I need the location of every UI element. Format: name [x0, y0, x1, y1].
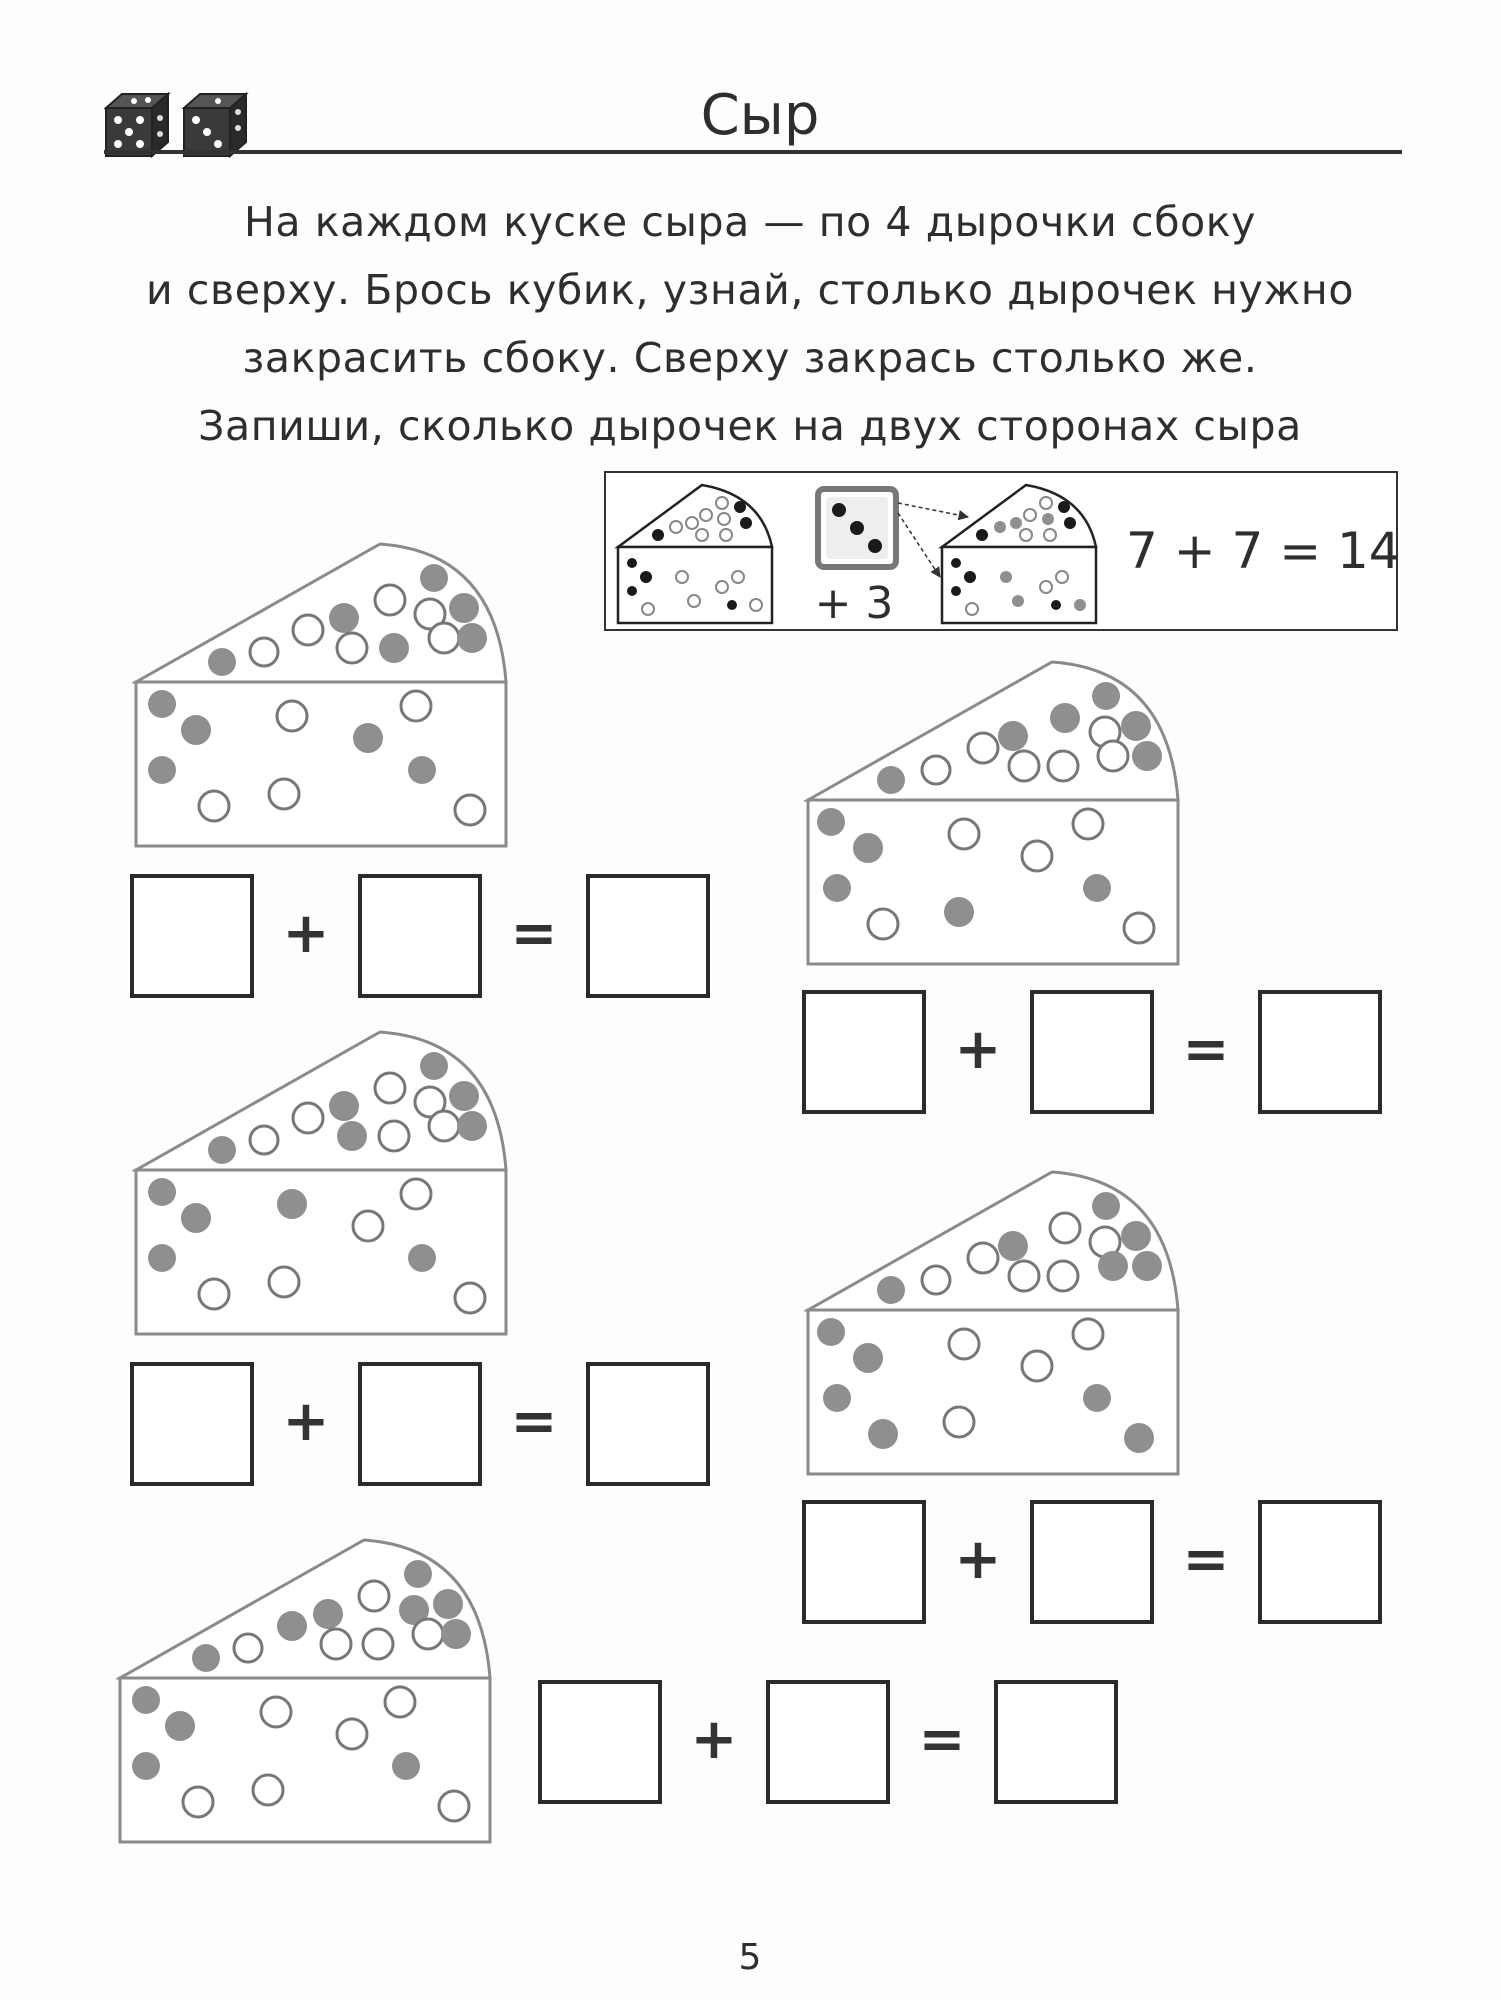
- instruction-line: закрасить сбоку. Сверху закрась столько же.: [242, 334, 1258, 382]
- equals-sign: =: [510, 1389, 558, 1454]
- cheese-hole-empty: [321, 1629, 351, 1659]
- cheese-hole-empty: [269, 779, 299, 809]
- cheese-hole-filled: [1132, 1251, 1162, 1281]
- plus-sign: +: [282, 1389, 330, 1454]
- example-equation: 7 + 7 = 14: [1126, 522, 1401, 580]
- cheese-hole-filled: [1092, 682, 1120, 710]
- cheese-hole-empty: [868, 909, 898, 939]
- title-divider: [104, 150, 1402, 154]
- cheese-hole-empty: [379, 1121, 409, 1151]
- cheese-hole-filled: [853, 1343, 883, 1373]
- cheese-hole-filled: [877, 1276, 905, 1304]
- example-box: [604, 471, 1401, 631]
- cheese-hole-filled: [823, 874, 851, 902]
- answer-box-top-4[interactable]: [1030, 1500, 1154, 1624]
- cheese-hole-empty: [1073, 809, 1103, 839]
- cheese-hole-filled: [1083, 874, 1111, 902]
- cheese-hole-filled: [1050, 703, 1080, 733]
- cheese-hole-empty: [968, 1243, 998, 1273]
- cheese-hole-empty: [353, 1211, 383, 1241]
- cheese-hole-empty: [1009, 751, 1039, 781]
- answer-box-top-1[interactable]: [358, 874, 482, 998]
- cheese-hole-empty: [429, 623, 459, 653]
- cheese-hole-empty: [293, 1103, 323, 1133]
- answer-box-top-5[interactable]: [766, 1680, 890, 1804]
- cheese-hole-empty: [949, 819, 979, 849]
- cheese-hole-empty: [401, 691, 431, 721]
- cheese-hole-filled: [1124, 1423, 1154, 1453]
- cheese-hole-filled: [449, 593, 479, 623]
- cheese-hole-empty: [234, 1634, 262, 1662]
- equals-sign: =: [918, 1707, 966, 1772]
- cheese-hole-empty: [1050, 1213, 1080, 1243]
- cheese-hole-empty: [455, 795, 485, 825]
- cheese-hole-filled: [337, 1121, 367, 1151]
- answer-box-top-3[interactable]: [358, 1362, 482, 1486]
- cheese-hole-filled: [329, 1091, 359, 1121]
- cheese-5-drawing: [116, 1534, 494, 1846]
- instruction-line: На каждом куске сыра — по 4 дырочки сбоку: [243, 198, 1256, 246]
- cheese-hole-filled: [1098, 1251, 1128, 1281]
- answer-box-side-4[interactable]: [802, 1500, 926, 1624]
- cheese-hole-empty: [375, 1073, 405, 1103]
- answer-box-side-1[interactable]: [130, 874, 254, 998]
- cheese-hole-empty: [183, 1787, 213, 1817]
- instruction-line: и сверху. Брось кубик, узнай, столько дырочек нужно: [145, 266, 1355, 314]
- cheese-hole-filled: [433, 1589, 463, 1619]
- page-title: Сыр: [700, 83, 820, 148]
- cheese-hole-filled: [277, 1189, 307, 1219]
- cheese-hole-empty: [1048, 751, 1078, 781]
- cheese-hole-empty: [949, 1329, 979, 1359]
- cheese-2-drawing: [804, 656, 1182, 968]
- answer-box-total-3[interactable]: [586, 1362, 710, 1486]
- cheese-hole-filled: [1092, 1192, 1120, 1220]
- cheese-hole-empty: [337, 1719, 367, 1749]
- cheese-hole-empty: [199, 1279, 229, 1309]
- cheese-hole-empty: [401, 1179, 431, 1209]
- cheese-hole-filled: [408, 756, 436, 784]
- answer-box-top-2[interactable]: [1030, 990, 1154, 1114]
- dice-icon: [104, 88, 254, 158]
- cheese-hole-filled: [148, 690, 176, 718]
- cheese-hole-filled: [1121, 711, 1151, 741]
- cheese-hole-empty: [253, 1775, 283, 1805]
- instruction-line: Запиши, сколько дырочек на двух сторонах сыра: [198, 402, 1302, 450]
- cheese-hole-filled: [392, 1752, 420, 1780]
- answer-box-total-5[interactable]: [994, 1680, 1118, 1804]
- cheese-4-drawing: [804, 1166, 1182, 1478]
- cheese-side-face: [120, 1678, 490, 1842]
- cheese-hole-filled: [457, 1111, 487, 1141]
- instructions: [70, 188, 1430, 460]
- cheese-hole-empty: [1124, 913, 1154, 943]
- cheese-hole-empty: [359, 1581, 389, 1611]
- cheese-hole-filled: [277, 1611, 307, 1641]
- cheese-hole-empty: [922, 1266, 950, 1294]
- cheese-hole-empty: [429, 1111, 459, 1141]
- cheese-hole-empty: [363, 1629, 393, 1659]
- cheese-hole-empty: [269, 1267, 299, 1297]
- cheese-hole-filled: [441, 1619, 471, 1649]
- equals-sign: =: [510, 901, 558, 966]
- answer-box-total-1[interactable]: [586, 874, 710, 998]
- cheese-hole-filled: [817, 808, 845, 836]
- cheese-hole-empty: [1048, 1261, 1078, 1291]
- cheese-hole-filled: [817, 1318, 845, 1346]
- plus-sign: +: [282, 901, 330, 966]
- cheese-hole-filled: [944, 897, 974, 927]
- cheese-hole-empty: [277, 701, 307, 731]
- cheese-hole-filled: [1121, 1221, 1151, 1251]
- cheese-hole-empty: [250, 1126, 278, 1154]
- answer-box-total-2[interactable]: [1258, 990, 1382, 1114]
- example-die-label: + 3: [814, 578, 894, 629]
- cheese-3-drawing: [132, 1026, 510, 1338]
- example-cheese-before: [618, 485, 772, 623]
- cheese-hole-empty: [1022, 1351, 1052, 1381]
- page-number: 5: [738, 1937, 762, 1978]
- cheese-hole-filled: [329, 603, 359, 633]
- cheese-hole-empty: [337, 633, 367, 663]
- cheese-hole-filled: [868, 1419, 898, 1449]
- answer-box-side-2[interactable]: [802, 990, 926, 1114]
- cheese-hole-filled: [457, 623, 487, 653]
- cheese-side-face: [808, 1310, 1178, 1474]
- cheese-hole-empty: [375, 585, 405, 615]
- answer-box-total-4[interactable]: [1258, 1500, 1382, 1624]
- plus-sign: +: [690, 1707, 738, 1772]
- cheese-hole-filled: [998, 721, 1028, 751]
- cheese-side-face: [136, 682, 506, 846]
- equals-sign: =: [1182, 1017, 1230, 1082]
- cheese-hole-filled: [853, 833, 883, 863]
- cheese-hole-empty: [261, 1697, 291, 1727]
- cheese-hole-filled: [1083, 1384, 1111, 1412]
- cheese-hole-empty: [439, 1791, 469, 1821]
- cheese-hole-empty: [413, 1619, 443, 1649]
- answer-box-side-3[interactable]: [130, 1362, 254, 1486]
- answer-box-side-5[interactable]: [538, 1680, 662, 1804]
- cheese-hole-filled: [181, 715, 211, 745]
- cheese-hole-empty: [1073, 1319, 1103, 1349]
- cheese-hole-filled: [353, 723, 383, 753]
- cheese-hole-filled: [208, 1136, 236, 1164]
- cheese-hole-filled: [379, 633, 409, 663]
- cheese-hole-filled: [132, 1686, 160, 1714]
- equals-sign: =: [1182, 1527, 1230, 1592]
- cheese-side-face: [136, 1170, 506, 1334]
- cheese-hole-filled: [165, 1711, 195, 1741]
- cheese-hole-filled: [449, 1081, 479, 1111]
- cheese-hole-empty: [385, 1687, 415, 1717]
- cheese-hole-filled: [823, 1384, 851, 1412]
- cheese-hole-empty: [1098, 741, 1128, 771]
- cheese-hole-filled: [148, 1178, 176, 1206]
- cheese-hole-empty: [455, 1283, 485, 1313]
- cheese-hole-filled: [148, 756, 176, 784]
- cheese-hole-empty: [293, 615, 323, 645]
- cheese-1-drawing: [132, 538, 510, 850]
- cheese-hole-filled: [148, 1244, 176, 1272]
- example-die-icon: [818, 489, 896, 567]
- cheese-hole-filled: [877, 766, 905, 794]
- cheese-hole-filled: [404, 1560, 432, 1588]
- cheese-hole-empty: [199, 791, 229, 821]
- cheese-hole-filled: [208, 648, 236, 676]
- cheese-hole-empty: [1022, 841, 1052, 871]
- plus-sign: +: [954, 1017, 1002, 1082]
- cheese-side-face: [808, 800, 1178, 964]
- cheese-hole-empty: [922, 756, 950, 784]
- cheese-hole-empty: [944, 1407, 974, 1437]
- cheese-hole-empty: [1009, 1261, 1039, 1291]
- cheese-hole-filled: [420, 1052, 448, 1080]
- cheese-hole-filled: [313, 1599, 343, 1629]
- cheese-hole-filled: [998, 1231, 1028, 1261]
- cheese-hole-filled: [132, 1752, 160, 1780]
- cheese-hole-filled: [420, 564, 448, 592]
- cheese-hole-filled: [1132, 741, 1162, 771]
- plus-sign: +: [954, 1527, 1002, 1592]
- cheese-hole-empty: [968, 733, 998, 763]
- example-cheese-after: [942, 485, 1096, 623]
- cheese-hole-filled: [192, 1644, 220, 1672]
- cheese-hole-filled: [181, 1203, 211, 1233]
- cheese-hole-empty: [250, 638, 278, 666]
- cheese-hole-filled: [408, 1244, 436, 1272]
